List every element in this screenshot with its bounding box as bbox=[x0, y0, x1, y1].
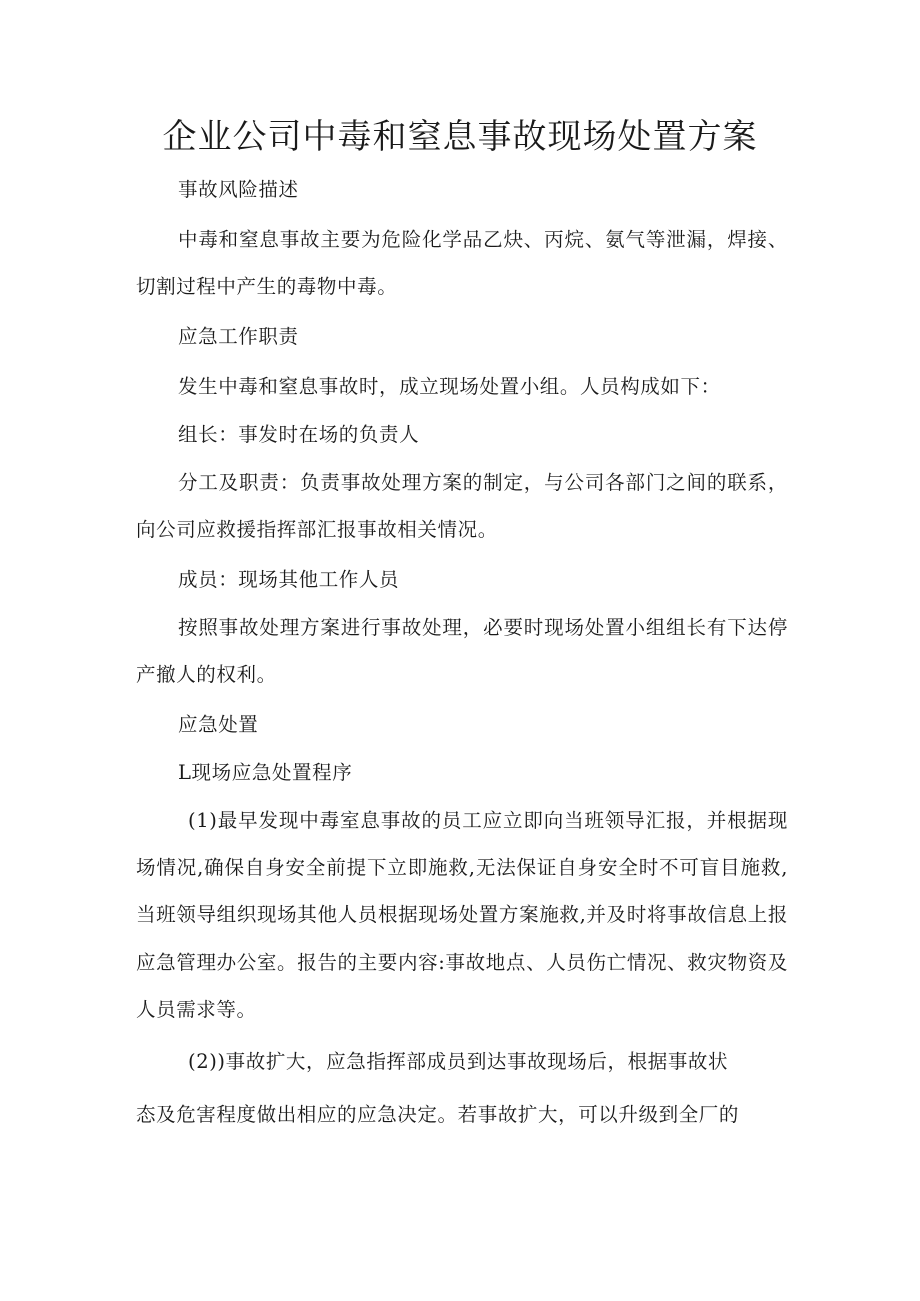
paragraph-line: 当班领导组织现场其他人员根据现场处置方案施救,并及时将事故信息上报 bbox=[136, 903, 788, 926]
paragraph-line: 组长：事发时在场的负责人 bbox=[178, 423, 420, 446]
heading-risk-description: 事故风险描述 bbox=[178, 178, 299, 201]
paragraph-line: 切割过程中产生的毒物中毒。 bbox=[136, 275, 398, 298]
heading-emergency-duties: 应急工作职责 bbox=[178, 325, 299, 348]
paragraph-line: (1)最早发现中毒室息事故的员工应立即向当班领导汇报，并根据现 bbox=[188, 809, 788, 832]
paragraph-line: 中毒和窒息事故主要为危险化学品乙炔、丙烷、氨气等泄漏，焊接、 bbox=[178, 228, 788, 251]
paragraph-line: 向公司应救援指挥部汇报事故相关情况。 bbox=[136, 518, 498, 541]
paragraph-line: 按照事故处理方案进行事故处理，必要时现场处置小组组长有下达停 bbox=[178, 616, 788, 639]
subheading-procedure: L现场应急处置程序 bbox=[178, 761, 353, 784]
paragraph-line: 产撤人的权利。 bbox=[136, 663, 277, 686]
paragraph-line: 应急管理办公室。报告的主要内容:事故地点、人员伤亡情况、救灾物资及 bbox=[136, 951, 788, 974]
paragraph-line: 场情况,确保自身安全前提下立即施救,无法保证自身安全时不可盲目施救, bbox=[136, 856, 788, 879]
paragraph-line: (2))事故扩大，应急指挥部成员到达事故现场后，根据事故状 bbox=[188, 1050, 729, 1073]
paragraph-line: 发生中毒和窒息事故时，成立现场处置小组。人员构成如下： bbox=[178, 375, 721, 398]
heading-emergency-response: 应急处置 bbox=[178, 713, 259, 736]
paragraph-line: 人员需求等。 bbox=[136, 998, 257, 1021]
paragraph-line: 分工及职责：负责事故处理方案的制定，与公司各部门之间的联系， bbox=[178, 471, 788, 494]
document-title: 企业公司中毒和窒息事故现场处置方案 bbox=[162, 117, 758, 157]
paragraph-line: 成员：现场其他工作人员 bbox=[178, 568, 400, 591]
paragraph-line: 态及危害程度做出相应的应急决定。若事故扩大，可以升级到全厂的 bbox=[136, 1103, 740, 1126]
